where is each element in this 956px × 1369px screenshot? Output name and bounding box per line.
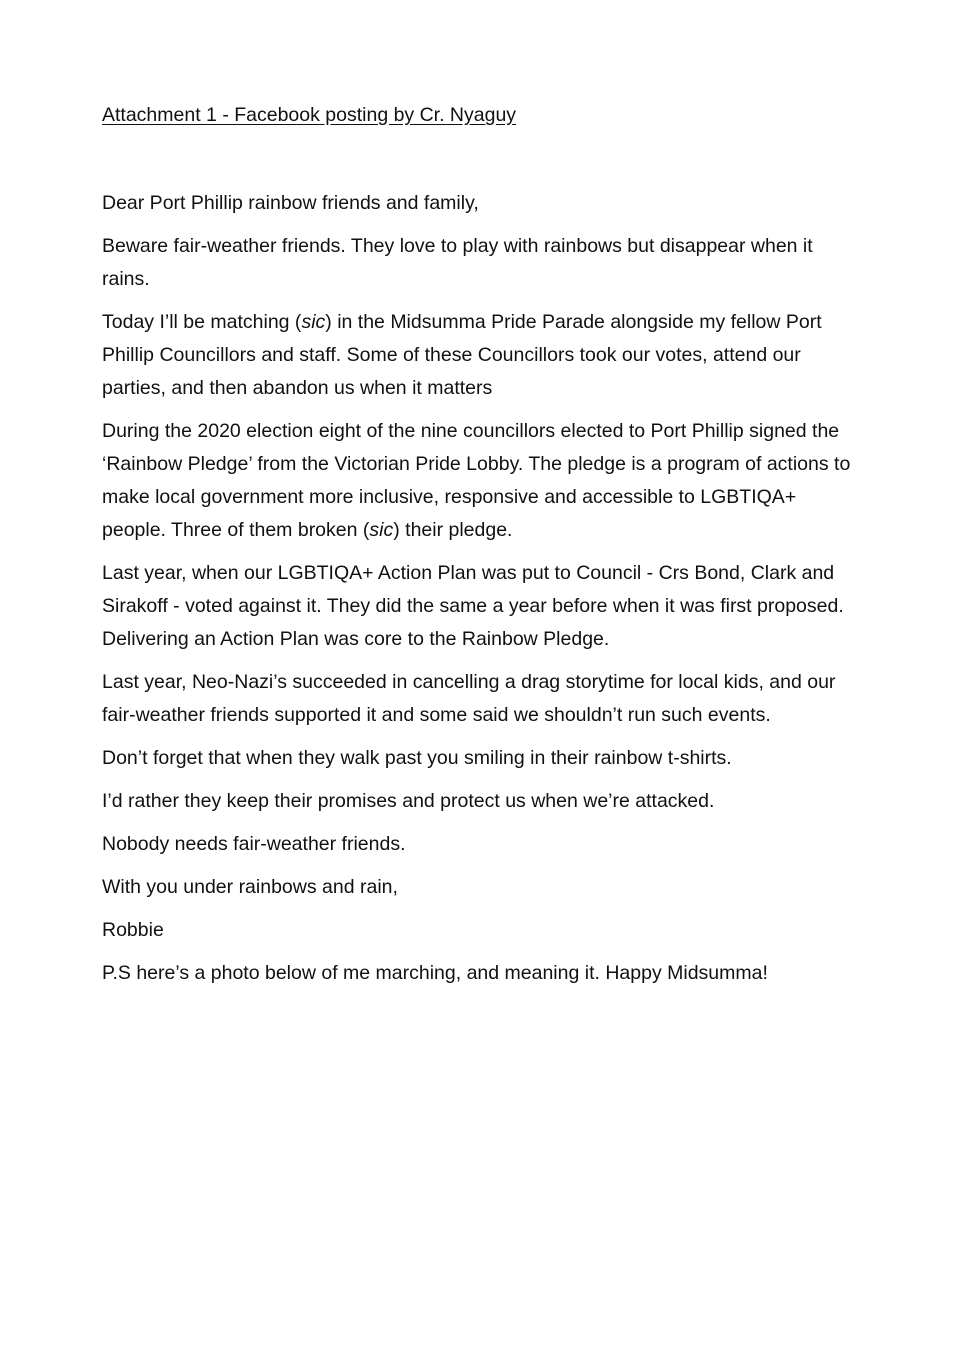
letter-paragraph — [102, 785, 862, 818]
italic-sic-text: sic — [301, 311, 326, 333]
paragraph-text: With you under rainbows and rain, — [102, 876, 398, 898]
italic-sic-text: sic — [369, 519, 394, 541]
paragraph-text: Beware fair-weather friends. They love to play with rainbows but disappear when it rains. — [102, 235, 813, 290]
paragraph-text: P.S here’s a photo below of me marching, and meaning it. Happy Midsumma! — [102, 962, 768, 984]
letter-paragraph — [102, 415, 862, 547]
paragraph-text: ) in the Midsumma Pride Parade alongside my fellow Port Phillip Councillors and staff. Some of these Councillors took our votes, attend our parties, and then abandon us when it matters — [102, 311, 822, 399]
letter-paragraph — [102, 828, 862, 861]
paragraph-text: I’d rather they keep their promises and protect us when we’re attacked. — [102, 790, 715, 812]
letter-paragraph — [102, 306, 862, 405]
paragraph-text: During the 2020 election eight of the nine councillors elected to Port Phillip signed the ‘Rainbow Pledge’ from the Victorian Pride Lobby. The pledge is a program of actions to make local government more inclusive, responsive and accessible to LGBTIQA+ people. Three of them broken ( — [102, 420, 851, 541]
attachment-heading: Attachment 1 - Facebook posting by Cr. Nyaguy — [102, 104, 517, 126]
letter-paragraph — [102, 666, 862, 732]
paragraph-text: Today I’ll be matching ( — [102, 311, 302, 333]
paragraph-text: Last year, when our LGBTIQA+ Action Plan was put to Council - Crs Bond, Clark and Sirakoff - voted against it. They did the same a year before when it was first proposed. Delivering an Action Plan was core to the Rainbow Pledge. — [102, 562, 844, 650]
letter-paragraph — [102, 742, 862, 775]
paragraph-text: Don’t forget that when they walk past you smiling in their rainbow t-shirts. — [102, 747, 732, 769]
document-body — [102, 100, 862, 1000]
paragraph-text: Nobody needs fair-weather friends. — [102, 833, 406, 855]
letter-body — [102, 187, 862, 990]
letter-paragraph — [102, 557, 862, 656]
letter-paragraph — [102, 871, 862, 904]
letter-paragraph — [102, 230, 862, 296]
paragraph-text: Robbie — [102, 919, 164, 941]
paragraph-text: Last year, Neo-Nazi’s succeeded in cancelling a drag storytime for local kids, and our fair-weather friends supported it and some said we shouldn’t run such events. — [102, 671, 836, 726]
letter-paragraph — [102, 957, 862, 990]
paragraph-text: ) their pledge. — [393, 519, 513, 541]
letter-paragraph — [102, 187, 862, 220]
paragraph-text: Dear Port Phillip rainbow friends and family, — [102, 192, 479, 214]
letter-paragraph — [102, 914, 862, 947]
